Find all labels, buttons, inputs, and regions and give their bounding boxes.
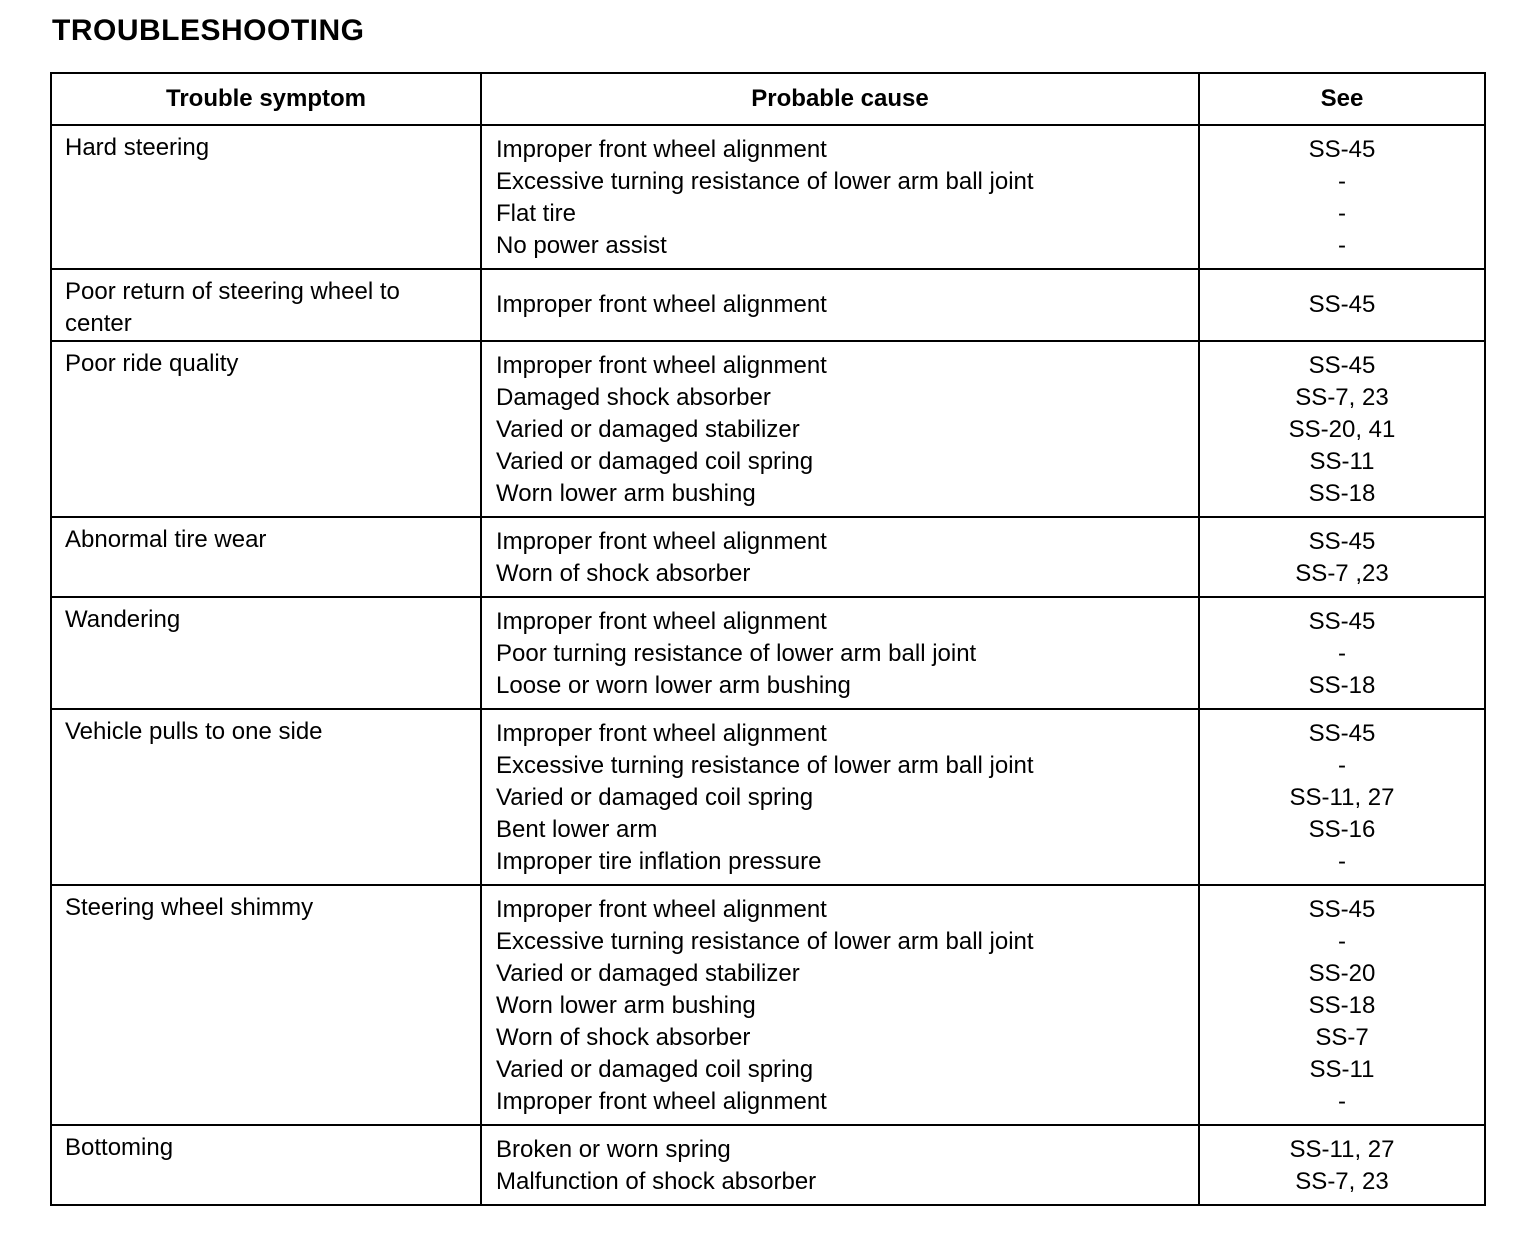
see-reference: SS-45 [1308,608,1376,635]
symptom-cell [51,709,481,885]
symptom-text: Bottoming [65,1134,174,1161]
see-reference: SS-20 [1308,960,1376,987]
see-cell [1199,269,1485,341]
cause-line: Bent lower arm [496,816,658,843]
see-reference: SS-45 [1308,528,1376,555]
cause-line: Varied or damaged coil spring [496,784,814,811]
table-row [51,597,1485,709]
cause-cell [481,1125,1199,1205]
see-reference: SS-11, 27 [1289,1136,1395,1163]
table-row [51,709,1485,885]
see-reference: SS-45 [1308,352,1376,379]
table-row [51,885,1485,1125]
cause-line: Excessive turning resistance of lower arm ball joint [496,168,1034,195]
symptom-cell [51,597,481,709]
see-cell [1199,125,1485,269]
table-row [51,341,1485,517]
cause-line: Worn of shock absorber [496,1024,751,1051]
see-cell [1199,517,1485,597]
cause-line: Improper front wheel alignment [496,720,827,747]
cause-cell [481,709,1199,885]
troubleshooting-table [50,72,1486,1206]
see-reference: SS-18 [1308,992,1376,1019]
see-reference: SS-7, 23 [1295,384,1389,411]
cause-line: Improper tire inflation pressure [496,848,822,875]
symptom-text: Hard steering [65,134,210,161]
cause-cell [481,597,1199,709]
cause-line: Worn lower arm bushing [496,992,756,1019]
cause-cell [481,885,1199,1125]
symptom-cell [51,269,481,341]
header-symptom: Trouble symptom [51,73,481,125]
cause-cell [481,341,1199,517]
see-reference: - [1338,928,1346,955]
cause-line: Loose or worn lower arm bushing [496,672,851,699]
see-cell [1199,341,1485,517]
see-reference: SS-11, 27 [1289,784,1395,811]
see-reference: SS-11 [1309,1056,1375,1083]
page-title: TROUBLESHOOTING [52,14,365,47]
see-cell [1199,885,1485,1125]
see-reference: SS-18 [1308,672,1376,699]
cause-cell [481,125,1199,269]
see-reference: - [1338,640,1346,667]
cause-line: Improper front wheel alignment [496,136,827,163]
cause-line: Flat tire [496,200,577,227]
cause-line: Varied or damaged stabilizer [496,960,800,987]
cause-line: Poor turning resistance of lower arm ball joint [496,640,977,667]
table-row [51,269,1485,341]
see-cell [1199,1125,1485,1205]
see-cell [1199,597,1485,709]
symptom-cell [51,1125,481,1205]
symptom-cell [51,885,481,1125]
see-reference: SS-45 [1308,136,1376,163]
cause-line: Malfunction of shock absorber [496,1168,817,1195]
cause-line: Excessive turning resistance of lower arm ball joint [496,928,1034,955]
see-cell [1199,709,1485,885]
see-reference: SS-7, 23 [1295,1168,1389,1195]
symptom-text: Wandering [65,606,181,633]
header-see: See [1199,73,1485,125]
see-reference: - [1338,848,1346,875]
cause-line: Varied or damaged stabilizer [496,416,800,443]
see-reference: - [1338,200,1346,227]
symptom-text: Poor ride quality [65,350,239,377]
symptom-text: Abnormal tire wear [65,526,267,553]
cause-line: Varied or damaged coil spring [496,448,814,475]
cause-cell [481,269,1199,341]
see-reference: SS-45 [1308,720,1376,747]
table-row [51,517,1485,597]
cause-line: Varied or damaged coil spring [496,1056,814,1083]
see-reference: - [1338,1088,1346,1115]
table-body [51,125,1485,1205]
table-row [51,125,1485,269]
see-reference: SS-16 [1308,816,1376,843]
see-reference: SS-7 [1315,1024,1369,1051]
symptom-cell [51,517,481,597]
table-row [51,1125,1485,1205]
symptom-cell [51,125,481,269]
cause-line: Broken or worn spring [496,1136,731,1163]
cause-line: Improper front wheel alignment [496,352,827,379]
cause-line: Improper front wheel alignment [496,291,827,318]
cause-line: Improper front wheel alignment [496,896,827,923]
cause-line: Damaged shock absorber [496,384,771,411]
symptom-text: Vehicle pulls to one side [65,718,323,745]
symptom-cell [51,341,481,517]
cause-line: No power assist [496,232,667,259]
see-reference: SS-20, 41 [1288,416,1396,443]
cause-line: Improper front wheel alignment [496,528,827,555]
see-reference: SS-45 [1308,291,1376,318]
see-reference: SS-11 [1309,448,1375,475]
see-reference: - [1338,752,1346,779]
cause-line: Improper front wheel alignment [496,608,827,635]
cause-cell [481,517,1199,597]
see-reference: SS-45 [1308,896,1376,923]
see-reference: SS-18 [1308,480,1376,507]
see-reference: - [1338,232,1346,259]
header-cause: Probable cause [481,73,1199,125]
symptom-text: Poor return of steering wheel to center [65,278,400,337]
cause-line: Worn lower arm bushing [496,480,756,507]
header-row [51,73,1485,125]
see-reference: - [1338,168,1346,195]
symptom-text: Steering wheel shimmy [65,894,314,921]
cause-line: Improper front wheel alignment [496,1088,827,1115]
see-reference: SS-7 ,23 [1295,560,1389,587]
cause-line: Excessive turning resistance of lower arm ball joint [496,752,1034,779]
cause-line: Worn of shock absorber [496,560,751,587]
